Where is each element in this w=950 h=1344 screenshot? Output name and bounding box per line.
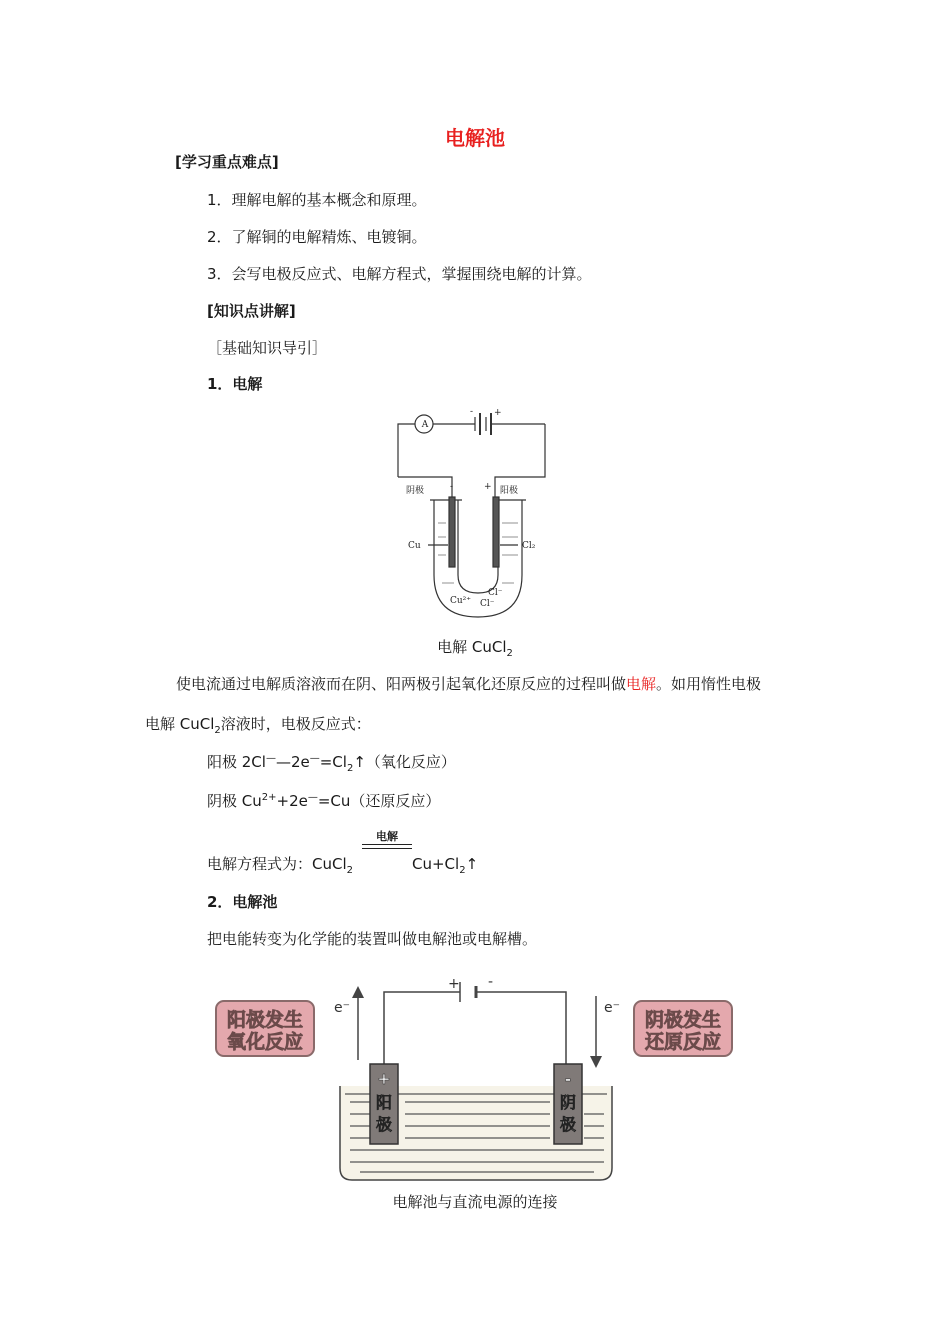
wire-left xyxy=(384,992,460,1064)
anode-plus-sign: + xyxy=(377,1069,391,1088)
anode-plus: + xyxy=(484,482,492,492)
cu-ion-label: Cu²⁺ xyxy=(450,596,472,606)
cl-ion-a: Cl⁻ xyxy=(488,588,503,598)
focus-item-3: 3．会写电极反应式、电解方程式，掌握围绕电解的计算。 xyxy=(207,265,592,283)
overall-equation-right: $Cu+Cl_2↑$ xyxy=(412,855,479,876)
anode-electrode xyxy=(493,497,499,567)
equation-double-line-bottom xyxy=(362,848,412,849)
section-1-heading: 1．电解 xyxy=(207,375,263,393)
cathode-box-line-1: 阴极发生 xyxy=(644,1009,722,1031)
wire-right xyxy=(476,992,566,1064)
electrolysis-condition-label: 电解 xyxy=(376,830,398,843)
paragraph-1-line-2: 电解 CuCl$_2$溶液时，电极反应式： xyxy=(145,715,371,736)
cl2-label: Cl₂ xyxy=(522,541,536,551)
section-2-text: 把电能转变为化学能的装置叫做电解池或电解槽。 xyxy=(207,930,538,948)
overall-equation-left: 电解方程式为：CuCl$_2$ xyxy=(207,855,353,876)
knowledge-heading: [知识点讲解] xyxy=(207,302,296,320)
figure-1-caption: 电解 CuCl$_2$ xyxy=(437,638,513,659)
wire-left xyxy=(398,424,415,477)
anode-char-2: 极 xyxy=(375,1115,393,1134)
battery-minus-label: - xyxy=(470,407,474,417)
anode-box-line-1: 阳极发生 xyxy=(226,1009,304,1031)
focus-item-1: 1．理解电解的基本概念和原理。 xyxy=(207,191,427,209)
cl-ion-b: Cl⁻ xyxy=(480,599,495,609)
cathode-minus: - xyxy=(450,482,454,492)
cathode-char-2: 极 xyxy=(559,1115,577,1134)
cathode-char-1: 阴 xyxy=(559,1093,577,1112)
cathode-label: 阴极 xyxy=(406,486,425,496)
battery-plus-label: + xyxy=(494,408,502,418)
focus-item-2: 2．了解铜的电解精炼、电镀铜。 xyxy=(207,228,427,246)
paragraph-1-line-1: 使电流通过电解质溶液而在阴、阳两极引起氧化还原反应的过程叫做电解。如用惰性电极 xyxy=(176,675,762,693)
figure-2-caption: 电解池与直流电源的连接 xyxy=(392,1193,558,1211)
equation-double-line-top xyxy=(362,844,412,845)
cathode-equation: 阴极 $Cu^{2+}+2e^—=Cu$（还原反应） xyxy=(207,792,441,810)
section-2-heading: 2．电解池 xyxy=(207,893,278,911)
focus-heading: [学习重点难点] xyxy=(175,153,279,171)
electron-label-right: e⁻ xyxy=(604,1000,621,1016)
battery-minus-label: - xyxy=(488,974,494,990)
battery-plus-label: + xyxy=(448,976,460,992)
basic-heading: ［基础知识导引］ xyxy=(207,339,328,357)
u-tube-outer xyxy=(434,500,522,617)
term-electrolysis: 电解 xyxy=(626,675,657,693)
ammeter-label: A xyxy=(421,420,429,430)
u-tube-figure xyxy=(390,405,560,625)
anode-box-line-2: 氧化反应 xyxy=(226,1031,304,1053)
cathode-box-line-2: 还原反应 xyxy=(644,1031,722,1053)
u-tube-inner xyxy=(458,500,498,593)
cathode-electrode xyxy=(449,497,455,567)
anode-char-1: 阳 xyxy=(375,1093,393,1112)
anode-equation: 阳极 $2Cl^——2e^—=Cl_2↑$（氧化反应） xyxy=(207,753,456,774)
electron-label-left: e⁻ xyxy=(334,1000,351,1016)
anode-label: 阳极 xyxy=(500,486,519,496)
cu-label: Cu xyxy=(408,541,421,551)
cathode-minus-sign: - xyxy=(564,1069,572,1088)
page-title: 电解池 xyxy=(445,126,505,150)
electrolytic-cell-figure xyxy=(210,968,740,1188)
